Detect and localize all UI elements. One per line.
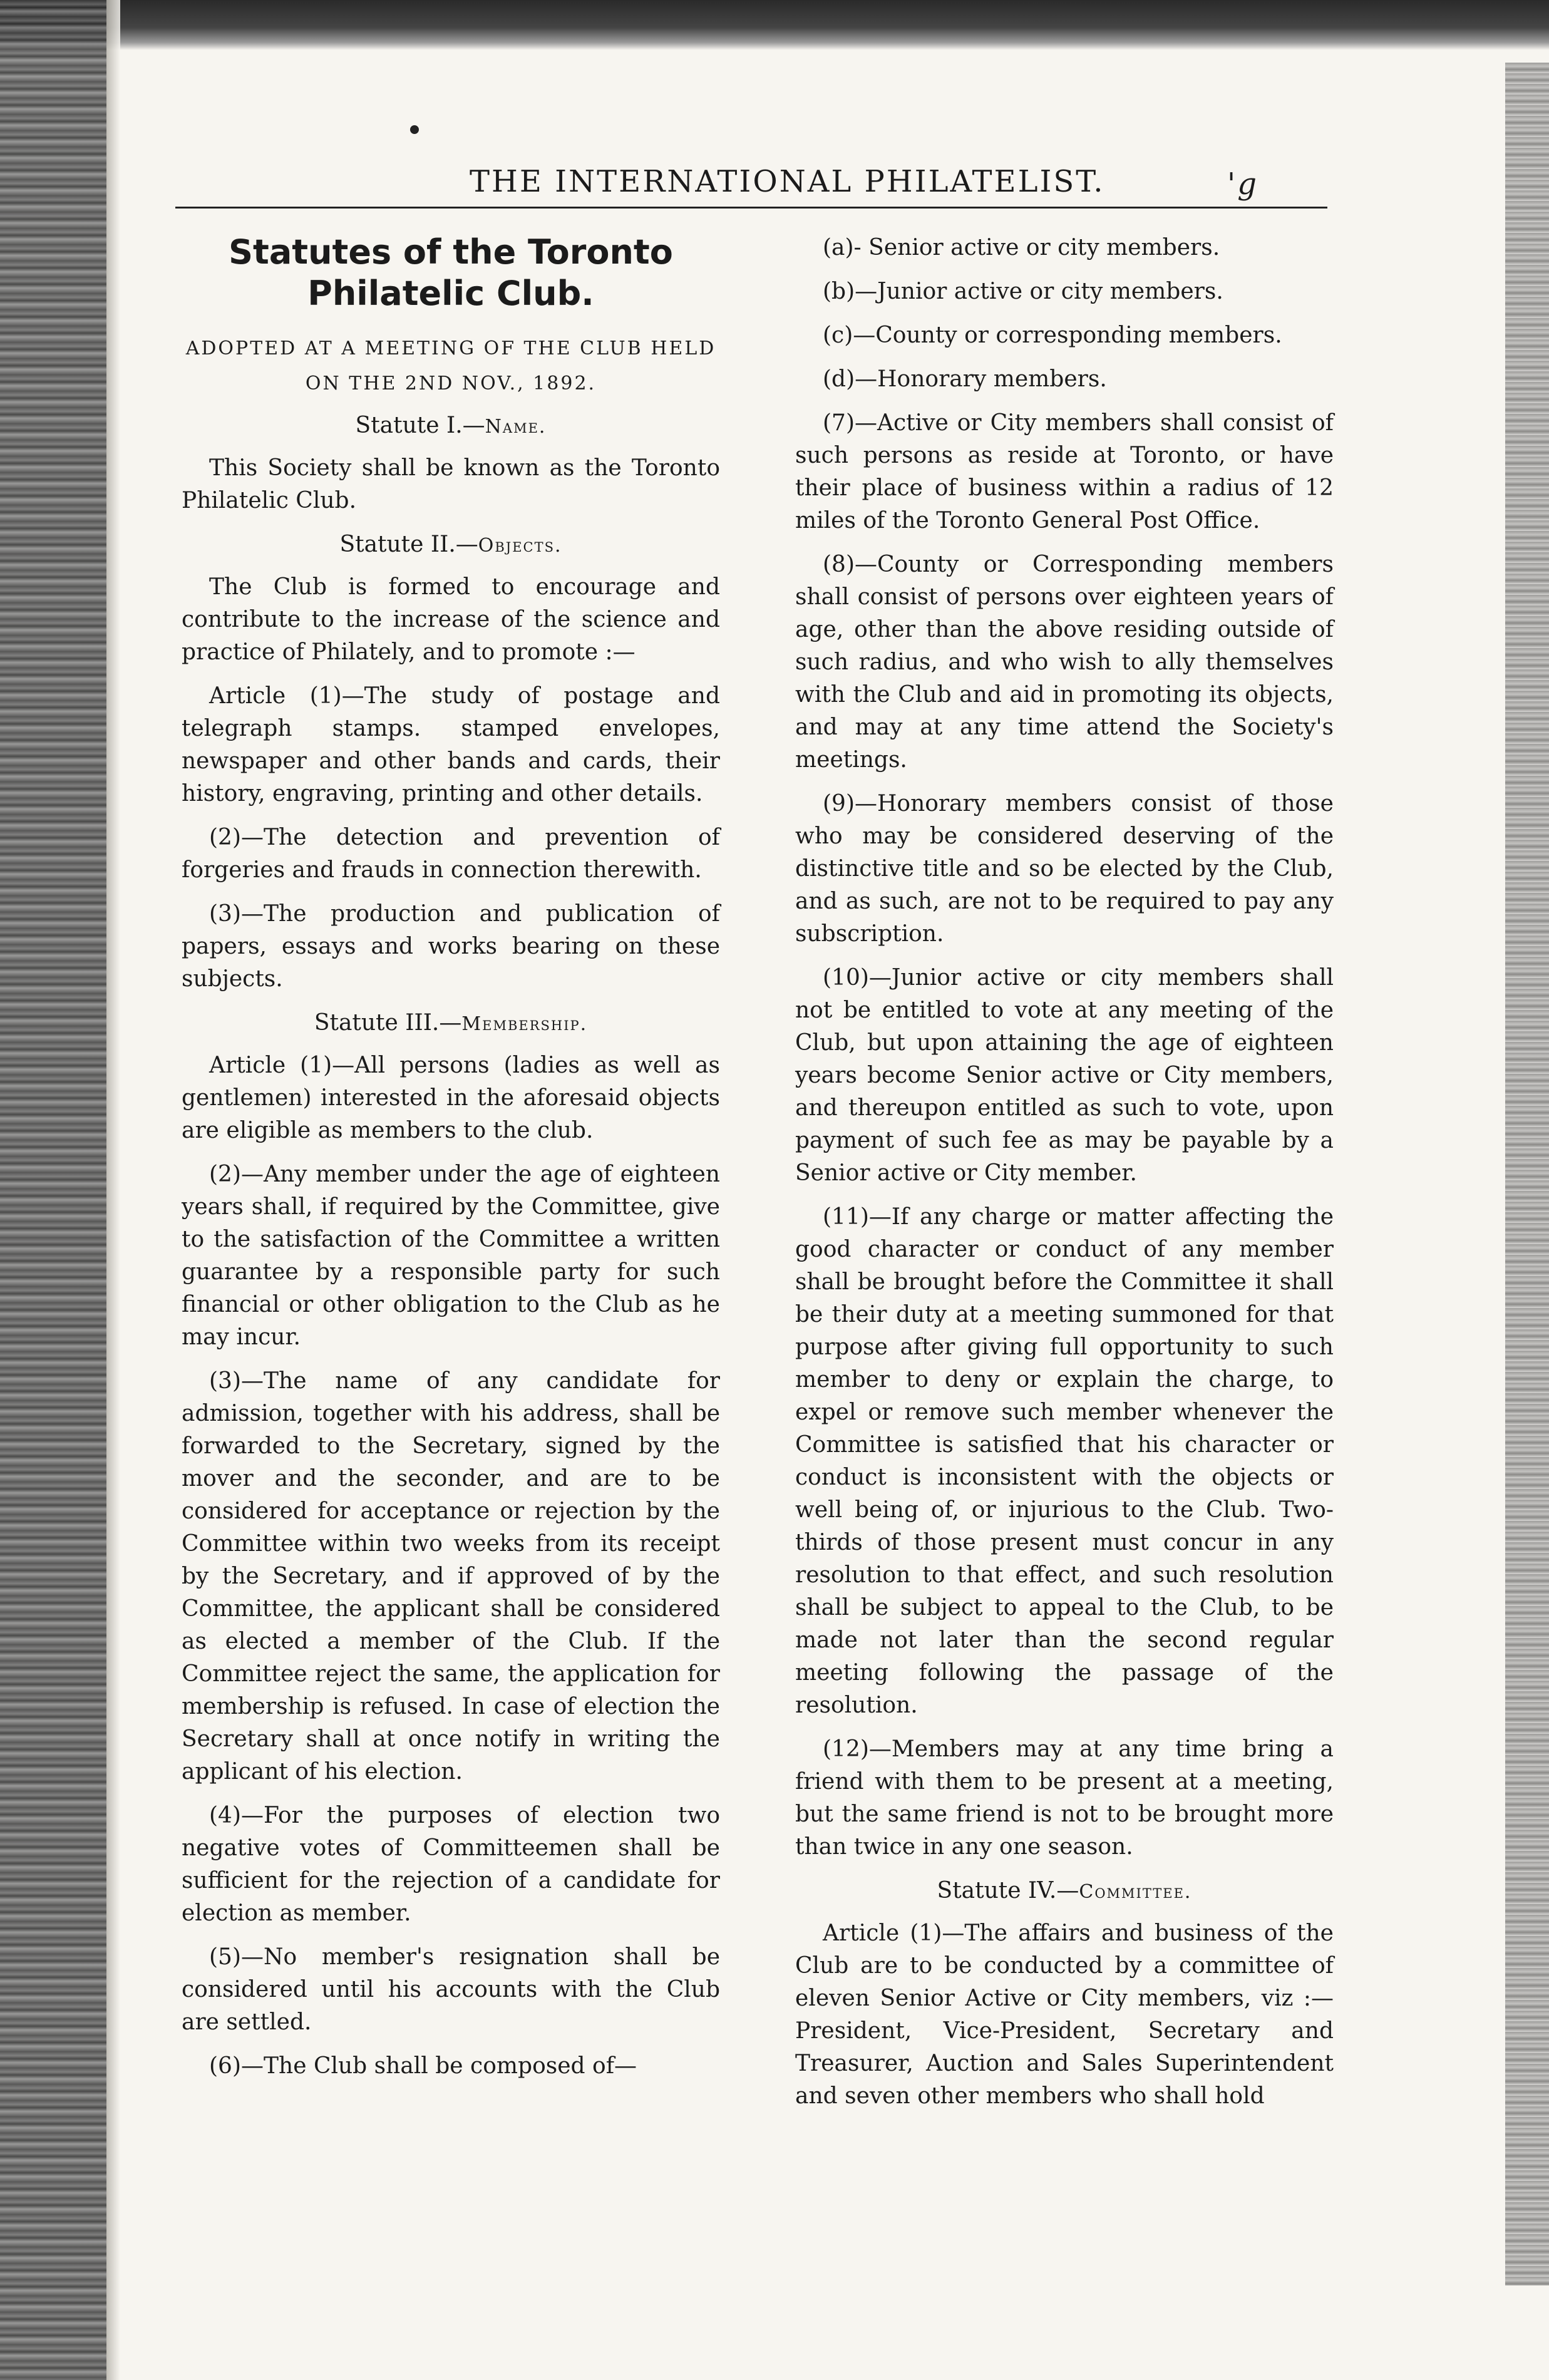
article-title: Statutes of the Toronto Philatelic Club. <box>229 232 673 313</box>
statute-3-label: Statute III.— <box>314 1010 462 1036</box>
paragraph: Article (1)—The study of postage and telegraph stamps. stamped envelopes, newspaper and other bands and cards, their history, engraving, printing and other details. <box>182 683 720 806</box>
paragraph: Article (1)—The affairs and business of the Club are to be conducted by a committee of eleven Senior Active or City members, viz :—President, Vice-President, Secretary and Treasurer, Auction and Sales Superintendent and seven other members who shall hold <box>795 1920 1334 2109</box>
scan-binding-edge <box>0 0 106 2380</box>
paragraph: (4)—For the purposes of election two negative votes of Committeemen shall be sufficient for the rejection of a candidate for election as member. <box>182 1803 720 1926</box>
paragraph: (2)—Any member under the age of eighteen years shall, if required by the Committee, give to the satisfaction of the Committee a written guarantee by a responsible party for such financial or other obligation to the Club as he may incur. <box>182 1162 720 1350</box>
page-header <box>175 164 1327 202</box>
statute-1-heading <box>182 410 720 443</box>
paragraph: (11)—If any charge or matter affecting the good character or conduct of any member shall be brought before the Committee it shall be their duty at a meeting summoned for that purpose after giving full opportunity to such member to deny or explain the charge, to expel or remove such member whenever the Committee is satisfied that his character or conduct is inconsistent with the objects or well being of, or injurious to the Club. Two-thirds of those present must concur in any resolution to that effect, and such resolution shall be subject to appeal to the Club, to be made not later than the second regular meeting following the passage of the resolution. <box>795 1204 1334 1718</box>
paragraph: (6)—The Club shall be composed of— <box>209 2053 637 2079</box>
statute-4-label: Statute IV.— <box>937 1878 1079 1903</box>
statute-4-heading <box>795 1875 1334 1909</box>
statute-2-heading <box>182 528 720 562</box>
paragraph: (8)—County or Corresponding members shall consist of persons over eighteen years of age, other than the above residing outside of such radius, and who wish to ally themselves with the Club and aid in promoting its objects, and may at any time attend the Society's meetings. <box>795 552 1334 773</box>
list-item: (c)—County or corresponding members. <box>823 322 1282 348</box>
statute-1-label: Statute I.— <box>355 413 485 438</box>
paragraph: (3)—The name of any candidate for admission, together with his address, shall be forwarded to the Secretary, signed by the mover and the seconder, and are to be considered for acceptance or rejection by the Committee within two weeks from its receipt by the Secretary, and if approved of by the Committee, the applicant shall be considered as elected a member of the Club. If the Committee reject the same, the application for membership is refused. In case of election the Secretary shall at once notify in writing the applicant of his election. <box>182 1368 720 1785</box>
statute-1-name: Name. <box>485 416 547 438</box>
paragraph: The Club is formed to encourage and contribute to the increase of the science and practice of Philately, and to promote :— <box>182 574 720 665</box>
scan-right-edge <box>1505 63 1549 2285</box>
adopted-line-1: ADOPTED AT A MEETING OF THE CLUB HELD <box>185 337 716 359</box>
paragraph: (3)—The production and publication of papers, essays and works bearing on these subjects. <box>182 901 720 992</box>
statute-3-heading <box>182 1007 720 1041</box>
paragraph: (12)—Members may at any time bring a friend with them to be present at a meeting, but the same friend is not to be brought more than twice in any one season. <box>795 1736 1334 1860</box>
paragraph: (10)—Junior active or city members shall not be entitled to vote at any meeting of the Club, but upon attaining the age of eighteen years become Senior active or City members, and thereupon entitled as such to vote, upon payment of such fee as may be payable by a Senior active or City member. <box>795 965 1334 1186</box>
paragraph: This Society shall be known as the Toronto Philatelic Club. <box>182 455 720 513</box>
header-rule <box>175 207 1327 209</box>
running-title: THE INTERNATIONAL PHILATELIST. <box>470 164 1105 199</box>
statute-2-label: Statute II.— <box>339 532 478 557</box>
list-item: (a)- Senior active or city members. <box>823 235 1220 260</box>
statute-3-name: Membership. <box>461 1013 588 1035</box>
list-item: (d)—Honorary members. <box>823 366 1107 392</box>
ink-dot <box>410 125 419 134</box>
adopted-line-2: ON THE 2ND NOV., 1892. <box>305 373 597 394</box>
paragraph: (5)—No member's resignation shall be considered until his accounts with the Club are settled. <box>182 1944 720 2035</box>
right-column <box>795 232 1334 2124</box>
statute-2-name: Objects. <box>478 535 562 557</box>
statute-4-name: Committee. <box>1079 1881 1192 1903</box>
paragraph: (7)—Active or City members shall consist of such persons as reside at Toronto, or have their place of business within a radius of 12 miles of the Toronto General Post Office. <box>795 410 1334 533</box>
left-column <box>182 232 720 2094</box>
list-item: (b)—Junior active or city members. <box>823 279 1223 304</box>
paragraph: Article (1)—All persons (ladies as well as gentlemen) interested in the aforesaid objects are eligible as members to the club. <box>182 1053 720 1143</box>
page-number: 'g <box>1227 167 1258 202</box>
paragraph: (9)—Honorary members consist of those who may be considered deserving of the distinctive title and so be elected by the Club, and as such, are not to be required to pay any subscription. <box>795 791 1334 947</box>
paragraph: (2)—The detection and prevention of forgeries and frauds in connection therewith. <box>182 825 720 883</box>
scan-top-border <box>0 0 1549 50</box>
